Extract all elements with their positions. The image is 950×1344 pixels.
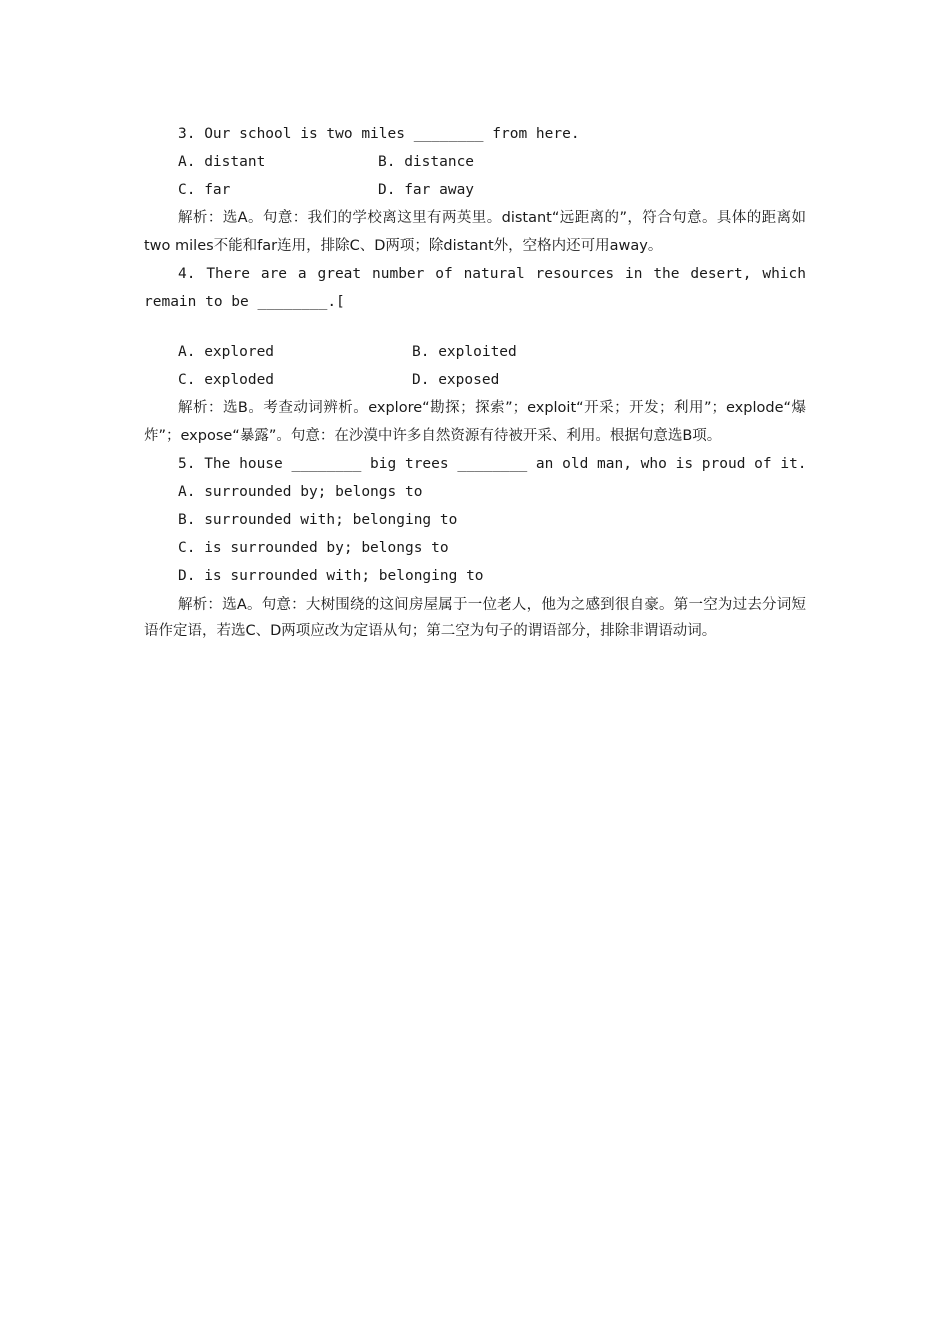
question-3-option-d: D. far away	[378, 182, 475, 198]
document-page	[144, 120, 806, 644]
question-5-analysis: 解析：选A。句意：大树围绕的这间房屋属于一位老人，他为之感到很自豪。第一空为过去分词短语作定语，若选C、D两项应改为定语从句；第二空为句子的谓语部分，排除非谓语动词。	[144, 597, 806, 639]
question-3-option-c: C. far	[178, 182, 231, 198]
question-4-option-c: C. exploded	[178, 372, 275, 388]
question-5-option-c: C. is surrounded by; belongs to	[178, 540, 449, 556]
question-3-options-row-1	[144, 148, 806, 176]
question-4-stem: 4. There are a great number of natural resources in the desert, which remain to be ________.[	[144, 266, 806, 310]
question-5-stem: 5. The house ________ big trees ________ an old man, who is proud of it.	[178, 456, 807, 472]
question-4-option-b: B. exploited	[412, 344, 517, 360]
question-3-options-row-2	[144, 176, 806, 204]
question-5-option-a: A. surrounded by; belongs to	[178, 484, 423, 500]
question-4-analysis: 解析：选B。考查动词辨析。explore“勘探；探索”；exploit“开采；开发；利用”；explode“爆炸”；expose“暴露”。句意：在沙漠中许多自然资源有待被开采、利用。根据句意选B项。	[144, 400, 806, 444]
question-4-option-d: D. exposed	[412, 372, 500, 388]
question-4-options-row-2	[144, 366, 806, 394]
blank-spacer	[144, 316, 806, 338]
question-4-options-row-1	[144, 338, 806, 366]
question-3-option-b: B. distance	[378, 154, 475, 170]
question-5-option-d: D. is surrounded with; belonging to	[178, 568, 484, 584]
question-3-stem: 3. Our school is two miles ________ from here.	[178, 126, 580, 142]
question-5-option-b: B. surrounded with; belonging to	[178, 512, 458, 528]
question-3-analysis: 解析：选A。句意：我们的学校离这里有两英里。distant“远距离的”，符合句意。具体的距离如two miles不能和far连用，排除C、D两项；除distant外，空格内还可用away。	[144, 210, 806, 254]
question-3-option-a: A. distant	[178, 154, 266, 170]
question-4-option-a: A. explored	[178, 344, 275, 360]
